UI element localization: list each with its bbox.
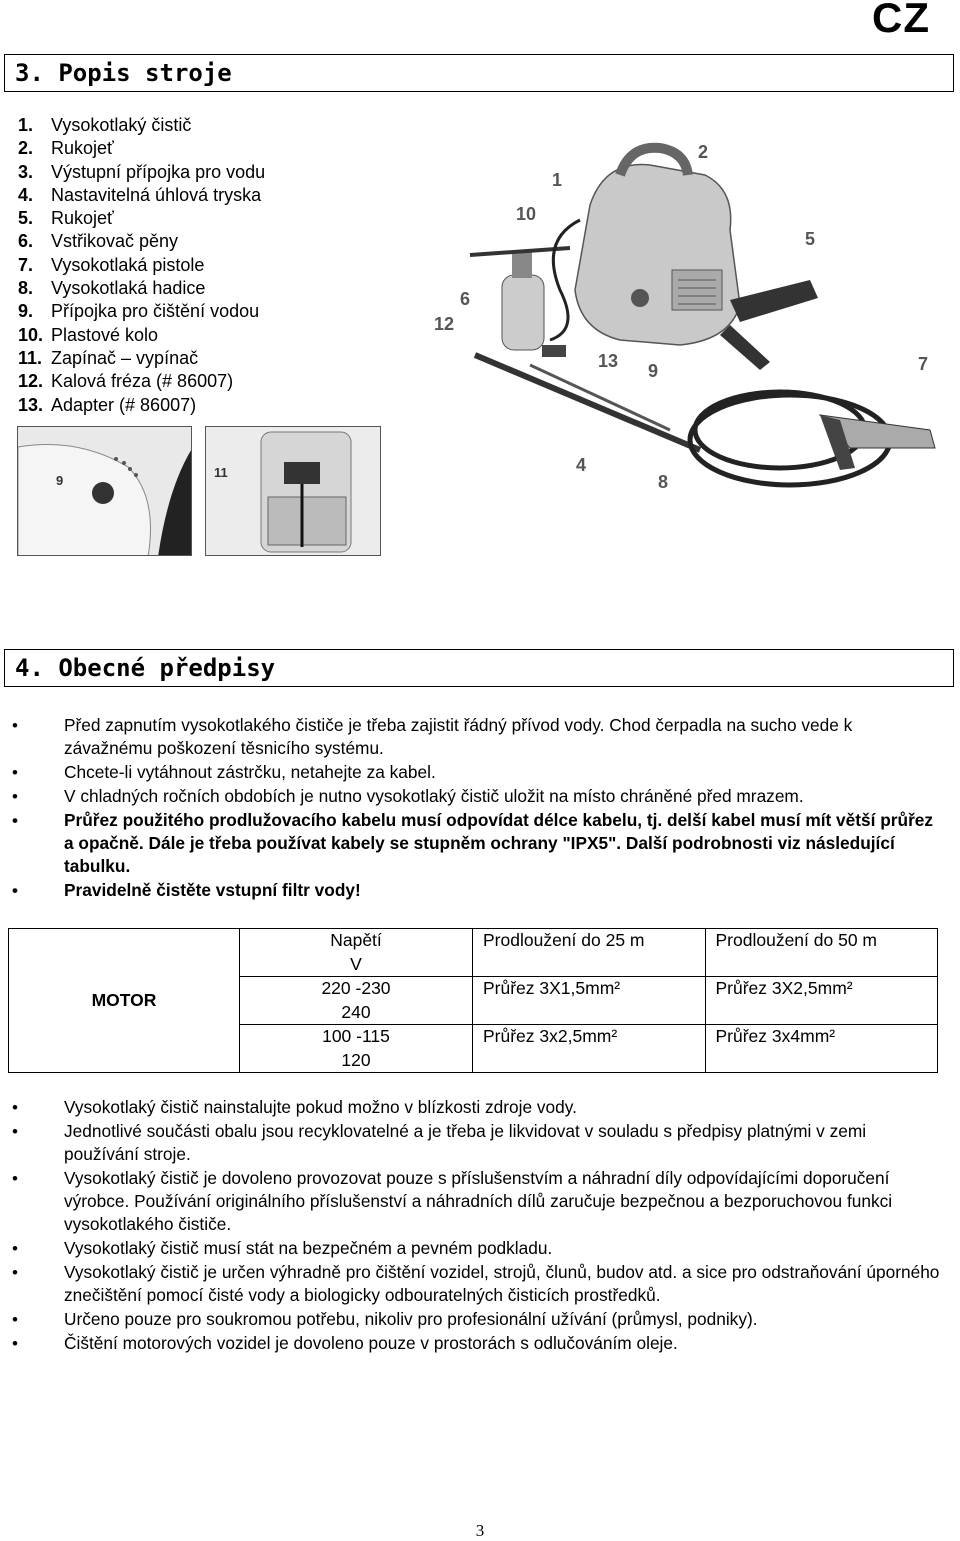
callout-label: 5 <box>805 229 816 249</box>
cross-section-cell: Průřez 3X2,5mm² <box>705 977 938 1025</box>
product-photo <box>430 130 945 505</box>
callout-label: 9 <box>56 473 64 488</box>
callout-label: 6 <box>460 289 471 309</box>
page-number: 3 <box>475 1521 485 1540</box>
callout-label: 2 <box>698 142 709 162</box>
list-item: • Průřez použitého prodlužovacího kabelu musí odpovídat délce kabelu, tj. delší kabel musí mít větší průřez a opačně. Dále je třeba používat kabely se stupněm ochrany "IPX5". Další podrobnosti viz následující tabulku. <box>0 809 940 878</box>
list-item: 7. Vysokotlaká pistole <box>18 254 205 275</box>
callout-label: 4 <box>576 455 587 475</box>
parts-list <box>18 114 265 417</box>
list-item: 13. Adapter (# 86007) <box>18 394 197 415</box>
voltage-cell: 220 -230 240 <box>240 977 473 1025</box>
list-item: • Jednotlivé součásti obalu jsou recyklovatelné a je třeba je likvidovat v souladu s předpisy platnými v zemi používání stroje. <box>0 1120 940 1166</box>
list-item: • Před zapnutím vysokotlakého čističe je třeba zajistit řádný přívod vody. Chod čerpadla na sucho vede k závažnému poškození těsnicího systému. <box>0 714 940 760</box>
callout-label: 13 <box>598 351 619 371</box>
list-item: • Vysokotlaký čistič je dovoleno provozovat pouze s příslušenstvím a náhradní díly odpovídajícími doporučení výrobce. Používání originálního příslušenství a náhradních dílů zaručuje bezpečnou a bezporuchovou funkci vysokotlakého čističe. <box>0 1167 940 1236</box>
language-code: CZ <box>872 0 930 41</box>
cable-table <box>8 928 938 1073</box>
callout-label: 9 <box>648 361 659 381</box>
list-item: • Určeno pouze pro soukromou potřebu, nikoliv pro profesionální užívání (průmysl, podniky). <box>0 1308 940 1331</box>
callout-label: 11 <box>214 465 228 480</box>
detail-photo-connector <box>17 426 192 556</box>
detail-photo-switch <box>205 426 381 556</box>
ext50-header: Prodloužení do 50 m <box>705 929 938 977</box>
section-4-title: 4. Obecné předpisy <box>15 654 276 682</box>
list-item: 3. Výstupní přípojka pro vodu <box>18 161 266 182</box>
section-3-header <box>4 54 954 92</box>
rules-list <box>0 714 940 903</box>
ext25-header: Prodloužení do 25 m <box>473 929 706 977</box>
list-item: • Vysokotlaký čistič je určen výhradně pro čištění vozidel, strojů, člunů, budov atd. a sice pro odstraňování úporného znečištění pomocí čisté vody a biologicky odbouratelných čisticích prostředků. <box>0 1261 940 1307</box>
cross-section-cell: Průřez 3x2,5mm² <box>473 1025 706 1073</box>
list-item: 11. Zapínač – vypínač <box>18 347 199 368</box>
list-item: 1. Vysokotlaký čistič <box>18 115 192 135</box>
list-item: • Čištění motorových vozidel je dovoleno pouze v prostorách s odlučováním oleje. <box>0 1332 940 1355</box>
list-item: • Vysokotlaký čistič musí stát na bezpečném a pevném podkladu. <box>0 1237 940 1260</box>
list-item: 4. Nastavitelná úhlová tryska <box>18 184 262 205</box>
list-item: 5. Rukojeť <box>18 208 114 229</box>
cross-section-cell: Průřez 3x4mm² <box>705 1025 938 1073</box>
motor-label: MOTOR <box>9 929 240 1073</box>
callout-label: 12 <box>434 314 455 334</box>
list-item: 10. Plastové kolo <box>18 324 159 345</box>
callout-label: 7 <box>918 354 929 374</box>
voltage-cell: 100 -115 120 <box>240 1025 473 1073</box>
list-item: 8. Vysokotlaká hadice <box>18 278 206 299</box>
voltage-header: Napětí V <box>240 929 473 977</box>
cross-section-cell: Průřez 3X1,5mm² <box>473 977 706 1025</box>
list-item: • Pravidelně čistěte vstupní filtr vody! <box>0 879 940 902</box>
list-item: 2. Rukojeť <box>18 138 114 159</box>
list-item: 6. Vstřikovač pěny <box>18 231 179 252</box>
list-item: 12. Kalová fréza (# 86007) <box>18 371 234 392</box>
section-4-header <box>4 649 954 687</box>
list-item: • V chladných ročních obdobích je nutno vysokotlaký čistič uložit na místo chráněné před mrazem. <box>0 785 940 808</box>
list-item: 9. Přípojka pro čištění vodou <box>18 301 260 322</box>
rules-list-2 <box>0 1096 940 1356</box>
callout-label: 1 <box>552 170 563 190</box>
list-item: • Vysokotlaký čistič nainstalujte pokud možno v blízkosti zdroje vody. <box>0 1096 940 1119</box>
callout-label: 10 <box>516 204 537 224</box>
list-item: • Chcete-li vytáhnout zástrčku, netahejte za kabel. <box>0 761 940 784</box>
callout-label: 8 <box>658 472 669 492</box>
section-3-title: 3. Popis stroje <box>15 59 232 87</box>
